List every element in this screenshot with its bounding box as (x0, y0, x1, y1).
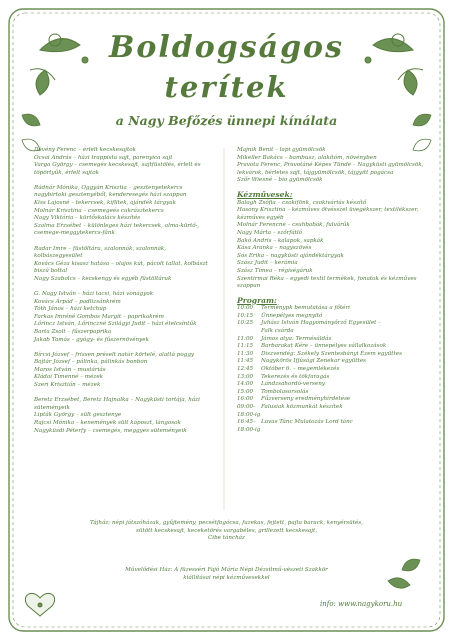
vendor-entry: Nagy Szabolcs – kecskengy és egyéb füstöltáruk (34, 275, 172, 282)
craftsman-entry: Hasony Krisztina – kézműves ötvésszel üvegékszer, textilékszer, kézműves egyéb (237, 207, 419, 221)
vendor-entry: Pravota Ferenc, Pravotáné Képes Tünde – Nagyküsti gyümölcsök, lekvárok, bérletes sajt, tájgyümölcsök, tájgyitt pogácsa (237, 162, 424, 176)
program-row (237, 396, 427, 404)
program-event: Nagykörös Ifjúsági Zenekar együttes (261, 358, 367, 365)
vendor-entry: Szeri Krisztián – mézek (34, 382, 101, 389)
craftsman-entry: Balogh Zsófia – csokifönk, csokiváriús készítő (237, 199, 367, 206)
craftsman-entry: Szász Tímea – régiségáruk (237, 267, 313, 274)
group-gap (34, 390, 212, 398)
program-row (237, 305, 427, 313)
footer-tajhaz (40, 520, 413, 543)
group-gap (34, 284, 212, 292)
vendor-entry: Farkas Imréné Gombos Margit – paprikakrém (34, 313, 164, 320)
program-time: 10:15 (237, 312, 254, 319)
vendor-entry: Kovács Géza kisasz hatása – olajos kút, pácolt tallat, kolbászt biszú bottal (34, 260, 208, 275)
program-list (237, 305, 427, 434)
program-time: 11:45 (237, 358, 254, 365)
craftsman-entry: Bakó Andris – kalapok, sapkák (237, 237, 324, 244)
vendor-entry: Rádnár Mónika, Oggyán Krisztia – gesztenyetekercs nagybirtoki gesztenyéből, kenderesegés házi szappan (34, 184, 187, 199)
bottom-left-heart-icon (25, 593, 54, 616)
program-event: Jámos atya: Termésáldás (261, 335, 332, 342)
title-line1: Boldogságos (109, 30, 344, 65)
vendor-entry: Szőr Wiesné – bio gyümölcsök (237, 177, 323, 184)
vendors-right-column (237, 147, 427, 434)
program-event: Terménypk bemutatása a főtéri (261, 305, 350, 312)
title-line2: terítek (164, 70, 289, 104)
craftsman-entry: Sós Erika – nagyküsti ajándéktárgyak (237, 252, 344, 259)
program-event: Barbarakat Kére – ünnepélyes vállalkozások (261, 343, 387, 350)
group-gap (34, 344, 212, 352)
vendor-entry: Beretz Erzsébet, Beretz Hajnalka – Nagyküsti tortája, házi süteményeik (34, 397, 200, 411)
program-time: 14:00 (237, 381, 254, 388)
footer-partners (40, 567, 413, 582)
program-time: 11:00 (237, 335, 254, 342)
program-event: Fűzverseny eredményhirdetése (261, 396, 351, 403)
craftsman-entry: Szász Judit – kerámia (237, 260, 298, 267)
footer-partners-line2: kiállításai népi kézművesekkel (183, 574, 270, 581)
footer-line2: sütött kecskesajt, keceketörés vargabéles, grillezett kecskesajt, (136, 527, 317, 534)
program-event: Október 6. – megemlékezés (261, 366, 340, 373)
program-event: Lándzsahordó-verseny (261, 381, 325, 388)
vendor-entry: Nagyküsdi Péterfy – csemegés, meggyes süteményeik (34, 427, 187, 434)
vendor-entry: Ócsai András – házi trappista sajt, parenyica sajt (34, 154, 173, 161)
program-event: Lovas Tánc Mulatozás Lord tánc (261, 419, 353, 426)
program-time: 13:00 (237, 373, 254, 380)
program-row (237, 358, 427, 366)
program-time: 16:45–18:00-ig (237, 419, 261, 433)
vendor-entry: Kovács Árpád – padlizsánkrém (34, 298, 121, 305)
program-event: Ünnepélyes megnyitó (261, 312, 323, 319)
program-event: Falusiak közmunkát készítek (261, 404, 343, 410)
program-event: Falk csárda (261, 328, 294, 335)
vendor-entry: Radar Imre – füstöltáru, szalonnák, szalonnák, kolbászegyesület (34, 245, 167, 260)
craftsman-entry: Molnár Ferencné – csuhbabák, fulvárűk (237, 222, 350, 229)
craftsman-entry: Kása Aranka – nagyszövés (237, 245, 312, 252)
right-top-list (237, 147, 427, 185)
group-gap (34, 238, 212, 246)
program-time (237, 328, 261, 336)
program-time: 16:00 (237, 396, 254, 403)
program-time: 10:25 (237, 320, 254, 327)
footer-line1: Tájház: népi játszóházak, gyűjtemény, pecsétfogócsa, fazekas, fejtett, pajta barack, kenyérsütés, (90, 520, 363, 526)
program-heading: Program: (237, 295, 277, 305)
craftsman-entry: Szentirmai Réka – egyedi textil termékek, fonatok és kézműves szappan (237, 275, 417, 290)
vendor-entry: Kiss Lajosné – tekercsek, kiflitek, ajándék tárgyak (34, 200, 176, 207)
kezmuvesek-list (237, 200, 427, 291)
program-time: 11:30 (237, 350, 254, 357)
kezmuvesek-heading: Kézművesek: (237, 189, 293, 199)
vendor-entry: Szalma Erzsébet – különleges házi tekercsek, alma-kürtő-, csemege-meggytekercs-fánk (34, 222, 200, 237)
program-event: Diszvendég: Székely Szentesbányi Ézem együttes (261, 350, 402, 357)
vendor-entry: Jakab Tamás – gyógy- és fűszernövények (34, 336, 150, 343)
vendor-entry: Molnár Krisztina – csemegeés cukrásztekercs (34, 207, 164, 214)
vendor-entry: Nagy Viktória – kürtőskalács készítés (34, 215, 141, 222)
program-time: 09:00–18:00-ig (237, 404, 261, 418)
footer-partners-line1: Művelődési Ház: A füzesséri Fajó Mária Népi Dézsitmű-vészeti Szakkör (125, 567, 328, 573)
program-row (237, 343, 427, 351)
program-time: 10:00 (237, 305, 254, 312)
vendor-entry: Mikeller Bakács – bambusz, alakítóm, növényben (237, 154, 377, 161)
vendor-entry: G. Nagy István – házi tacsi, házi vonágyok (34, 291, 154, 297)
vendor-entry: Tóth János – házi ketchup (34, 306, 107, 313)
vendor-entry: Lőrincz István, Lőrinczné Szilágyi Judit – házi ételcsíntűk (34, 321, 197, 328)
program-event: Tombolasorsolás (261, 388, 309, 395)
program-row (237, 328, 427, 336)
program-row (237, 320, 427, 328)
program-time: 11:15 (237, 343, 254, 350)
vendor-entry: Bojtár József – pálinka, pálinkás bonbon (34, 359, 148, 366)
program-row (237, 366, 427, 374)
program-event: Juhász István Hagyományőrző Egyesület – (261, 320, 381, 327)
program-row (237, 419, 427, 434)
vendor-entry: Maros István – mustáriás (34, 366, 106, 373)
vendor-entry: Dévény Ferenc – érlelt kecskesajtok (34, 147, 137, 153)
info-website: info: www.nagykoru.hu (320, 600, 403, 608)
program-event: Tekerezés és tökfaragás (261, 373, 330, 380)
vendor-entry: Majnik Benit – lapi gyümölcsök (237, 147, 326, 153)
vendor-entry: Varga György – csemegés kecskesajt, sajtfüstölés, érlelt és töpörtyűk, érlelt sajtok (34, 162, 201, 176)
program-time: 15:00 (237, 388, 254, 395)
craftsman-entry: Nagy Márta – szőrfátló (237, 229, 303, 236)
program-row (237, 381, 427, 389)
vendors-left-column (34, 147, 212, 435)
subtitle: a Nagy Befőzés ünnepi kínálata (115, 113, 338, 128)
vendor-entry: Kládai Tímenné – mézek (34, 374, 104, 381)
vendor-entry: Rajcsi Mónika – kenemények sült káposzt, lángosok (34, 419, 181, 426)
footer-line3: Cibe táncház (208, 535, 245, 542)
group-gap (34, 177, 212, 185)
vendor-entry: Barta Zsolt – fűszerpaprika (34, 328, 112, 335)
vendor-entry: Bírcsi József – frissen préselt natúr körtelé, alattá poggy (34, 351, 195, 358)
vendor-entry: Lipták György – sült gesztenye (34, 412, 122, 419)
program-time: 12:45 (237, 366, 254, 373)
program-row (237, 404, 427, 419)
